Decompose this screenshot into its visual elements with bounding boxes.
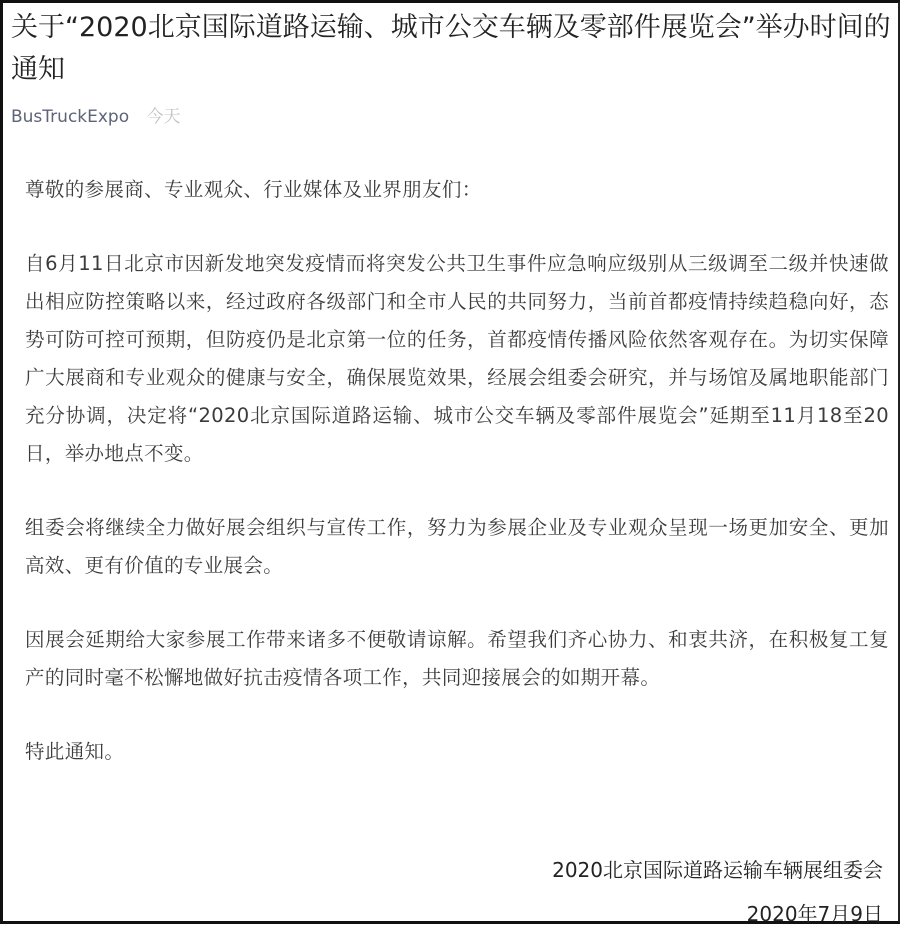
paragraph-postponement: 自6月11日北京市因新发地突发疫情而将突发公共卫生事件应急响应级别从三级调至二级并快速做出相应防控策略以来，经过政府各级部门和全市人民的共同努力，当前首都疫情持续趋稳向好，态势可防可控可预期，但防疫仍是北京第一位的任务，首都疫情传播风险依然客观存在。为切实保障广大展商和专业观众的健康与安全，确保展览效果，经展会组委会研究，并与场馆及属地职能部门充分协调，决定将“2020北京国际道路运输、城市公交车辆及零部件展览会”延期至11月18至20日，举办地点不变。 xyxy=(25,252,889,465)
article-title: 关于“2020北京国际道路运输、城市公交车辆及零部件展览会”举办时间的通知 xyxy=(11,12,891,85)
greeting: 尊敬的参展商、专业观众、行业媒体及业界朋友们： xyxy=(25,178,482,201)
paragraph-commitment: 组委会将继续全力做好展会组织与宣传工作，努力为参展企业及专业观众呈现一场更加安全、更加高效、更有价值的专业展会。 xyxy=(25,516,889,577)
signature-organization: 2020北京国际道路运输车辆展组委会 xyxy=(552,858,883,882)
author-link[interactable]: BusTruckExpo xyxy=(11,107,130,127)
article-meta xyxy=(11,101,891,133)
closing-line: 特此通知。 xyxy=(25,740,125,763)
article-body xyxy=(25,171,889,771)
paragraph-apology: 因展会延期给大家参展工作带来诸多不便敬请谅解。希望我们齐心协力、和衷共济，在积极复工复产的同时毫不松懈地做好抗击疫情各项工作，共同迎接展会的如期开幕。 xyxy=(25,628,889,689)
signature-block xyxy=(552,848,883,936)
article-header xyxy=(11,3,891,133)
publish-date: 今天 xyxy=(146,107,181,127)
signature-date: 2020年7月9日 xyxy=(746,902,883,926)
